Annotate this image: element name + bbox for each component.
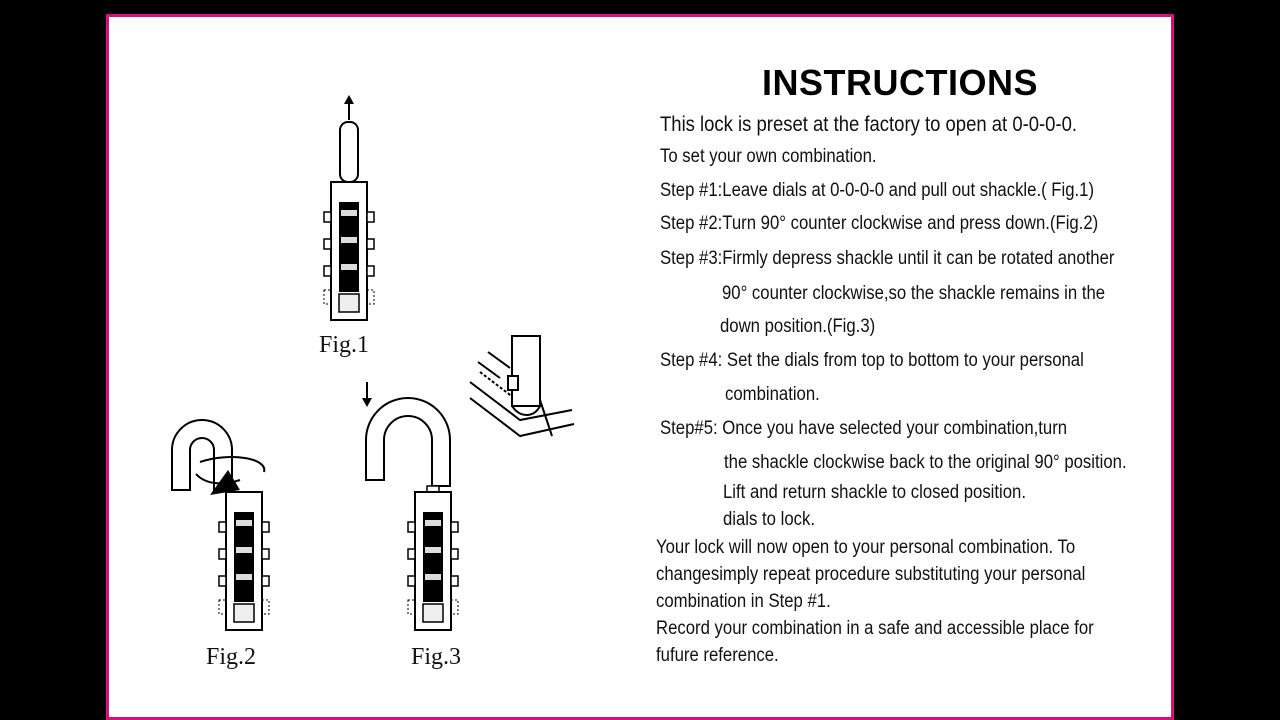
step-3-line-1: Step #3:Firmly depress shackle until it can be rotated another bbox=[660, 248, 1115, 269]
shackle-detail-drawing bbox=[470, 336, 574, 436]
outro-line-1: Your lock will now open to your personal combination. To bbox=[656, 537, 1076, 558]
step-4-line-2: combination. bbox=[725, 384, 820, 405]
step-5-line-4: dials to lock. bbox=[723, 509, 816, 530]
figure-2-drawing bbox=[172, 420, 269, 630]
figure-3-drawing bbox=[362, 382, 458, 630]
fig1-caption: Fig.1 bbox=[319, 332, 370, 358]
outro-line-4: Record your combination in a safe and accessible place for bbox=[656, 618, 1094, 639]
step-5-line-1: Step#5: Once you have selected your combination,turn bbox=[660, 418, 1068, 439]
step-3-line-3: down position.(Fig.3) bbox=[720, 316, 876, 337]
outro-line-2: changesimply repeat procedure substituting your personal bbox=[656, 564, 1086, 585]
instructions-title: INSTRUCTIONS bbox=[762, 62, 1038, 103]
fig2-caption: Fig.2 bbox=[206, 644, 257, 670]
step-4-line-1: Step #4: Set the dials from top to bottom to your personal bbox=[660, 350, 1084, 371]
step-1: Step #1:Leave dials at 0-0-0-0 and pull out shackle.( Fig.1) bbox=[660, 180, 1095, 201]
step-2: Step #2:Turn 90° counter clockwise and press down.(Fig.2) bbox=[660, 213, 1099, 234]
step-3-line-2: 90° counter clockwise,so the shackle remains in the bbox=[722, 283, 1106, 304]
step-5-line-3: Lift and return shackle to closed position. bbox=[723, 482, 1026, 503]
fig3-caption: Fig.3 bbox=[411, 644, 462, 670]
outro-line-5: fufure reference. bbox=[656, 645, 779, 666]
outro-line-3: combination in Step #1. bbox=[656, 591, 831, 612]
intro-line-2: To set your own combination. bbox=[660, 146, 877, 167]
step-5-line-2: the shackle clockwise back to the original 90° position. bbox=[724, 452, 1127, 473]
intro-line-1: This lock is preset at the factory to open at 0-0-0-0. bbox=[660, 113, 1078, 136]
figure-1-drawing bbox=[324, 95, 374, 320]
